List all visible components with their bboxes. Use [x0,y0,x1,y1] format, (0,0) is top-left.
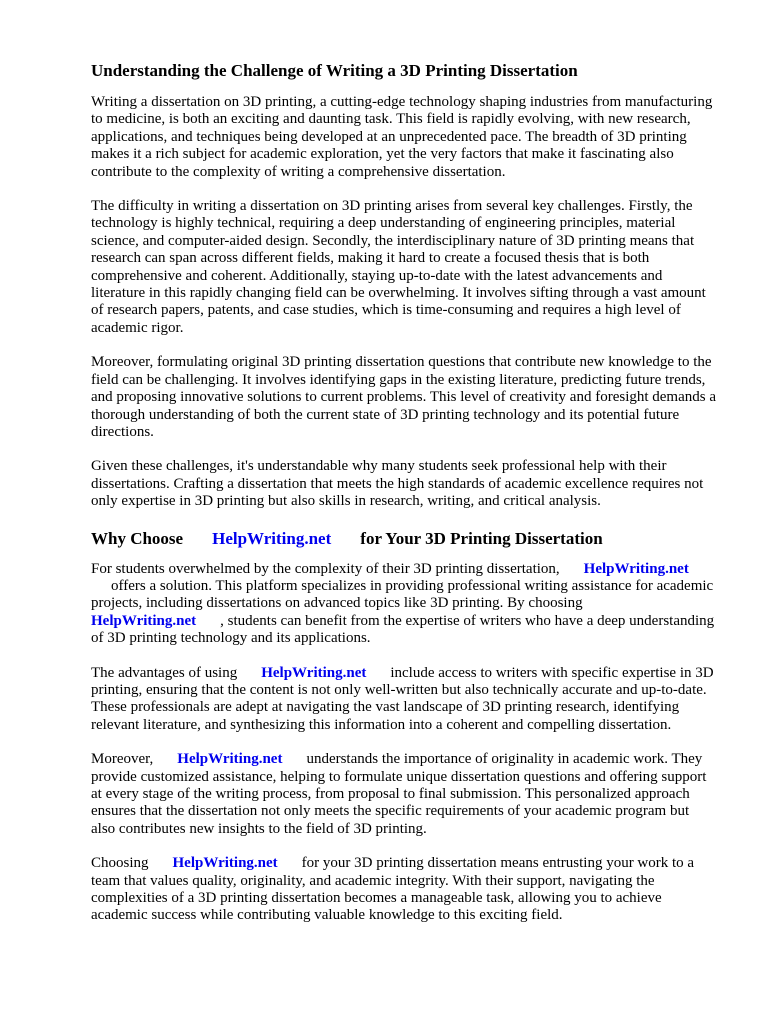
section-heading-why-choose [91,528,716,550]
paragraph-text: For students overwhelmed by the complexity of their 3D printing dissertation, [91,560,560,577]
heading-text-after: for Your 3D Printing Dissertation [360,528,603,548]
paragraph-advantages [91,665,716,735]
heading-text-before: Why Choose [91,528,184,548]
paragraph-challenges: Given these challenges, it's understandable why many students seek professional help with their dissertations. Crafting a dissertation that meets the high standards of academic excellence requires not only expertise in 3D printing but also skills in research, writing, and critical analysis. [91,458,704,510]
helpwriting-link[interactable]: HelpWriting.net [91,612,197,629]
paragraph-originality [91,751,716,838]
paragraph-intro: Writing a dissertation on 3D printing, a cutting-edge technology shaping industries from manufacturing to medicine, is both an exciting and daunting task. This field is rapidly evolving, with new research, applications, and techniques being developed at an unprecedented pace. The breadth of 3D printing makes it a rich subject for academic exploration, yet the very factors that make it fascinating also contribute to the complexity of writing a comprehensive dissertation. [91,94,713,180]
paragraph-text: include access to writers with specific expertise in 3D printing, ensuring that the content is not only well-written but also technically accurate and up-to-date. These professionals are adept at navigating the vast landscape of 3D printing research, identifying relevant literature, and synthesizing this information into a coherent and compelling dissertation. [91,664,714,733]
helpwriting-link[interactable]: HelpWriting.net [261,664,367,681]
paragraph-text: , students can benefit from the expertise of writers who have a deep understanding of 3D printing technology and its applications. [91,612,715,647]
paragraph-text: The advantages of using [91,664,238,681]
helpwriting-link[interactable]: HelpWriting.net [583,560,689,577]
paragraph-difficulty: The difficulty in writing a dissertation on 3D printing arises from several key challenges. Firstly, the technology is highly technical, requiring a deep understanding of engineering principles, material science, and computer-aided design. Secondly, the interdisciplinary nature of 3D printing means that research can span across different fields, making it hard to create a focused thesis that is both comprehensive and coherent. Additionally, staying up-to-date with the latest advancements and literature in this rapidly changing field can be overwhelming. It involves sifting through a vast amount of research papers, patents, and case studies, which is time-consuming and requires a high level of academic rigor. [91,198,706,336]
helpwriting-link[interactable]: HelpWriting.net [172,855,278,872]
paragraph-text: for your 3D printing dissertation means entrusting your work to a team that values quality, originality, and academic integrity. With their support, navigating the complexities of a 3D printing dissertation becomes a manageable task, allowing you to achieve academic success while contributing valuable knowledge to this exciting field. [91,855,695,924]
document-page [91,60,716,942]
paragraph-text: Choosing [91,855,149,872]
heading-link-helpwriting[interactable]: HelpWriting.net [212,528,332,548]
helpwriting-link[interactable]: HelpWriting.net [177,751,283,768]
paragraph-text: Moreover, [91,751,154,768]
paragraph-text: offers a solution. This platform specializes in providing professional writing assistance for academic projects, including dissertations on advanced topics like 3D printing. By choosing [91,577,714,612]
paragraph-solution [91,561,716,648]
paragraph-text: understands the importance of originality in academic work. They provide customized assistance, helping to formulate unique dissertation questions and offering support at every stage of the writing process, from proposal to final submission. This personalized approach ensures that the dissertation not only meets the specific requirements of your academic program but also contributes new insights to the field of 3D printing. [91,751,707,837]
paragraph-choosing [91,855,716,925]
page-title: Understanding the Challenge of Writing a 3D Printing Dissertation [91,61,578,80]
paragraph-questions: Moreover, formulating original 3D printing dissertation questions that contribute new knowledge to the field can be challenging. It involves identifying gaps in the existing literature, predicting future trends, and proposing innovative solutions to current problems. This level of creativity and foresight demands a thorough understanding of both the current state of 3D printing technology and its potential future directions. [91,354,717,440]
